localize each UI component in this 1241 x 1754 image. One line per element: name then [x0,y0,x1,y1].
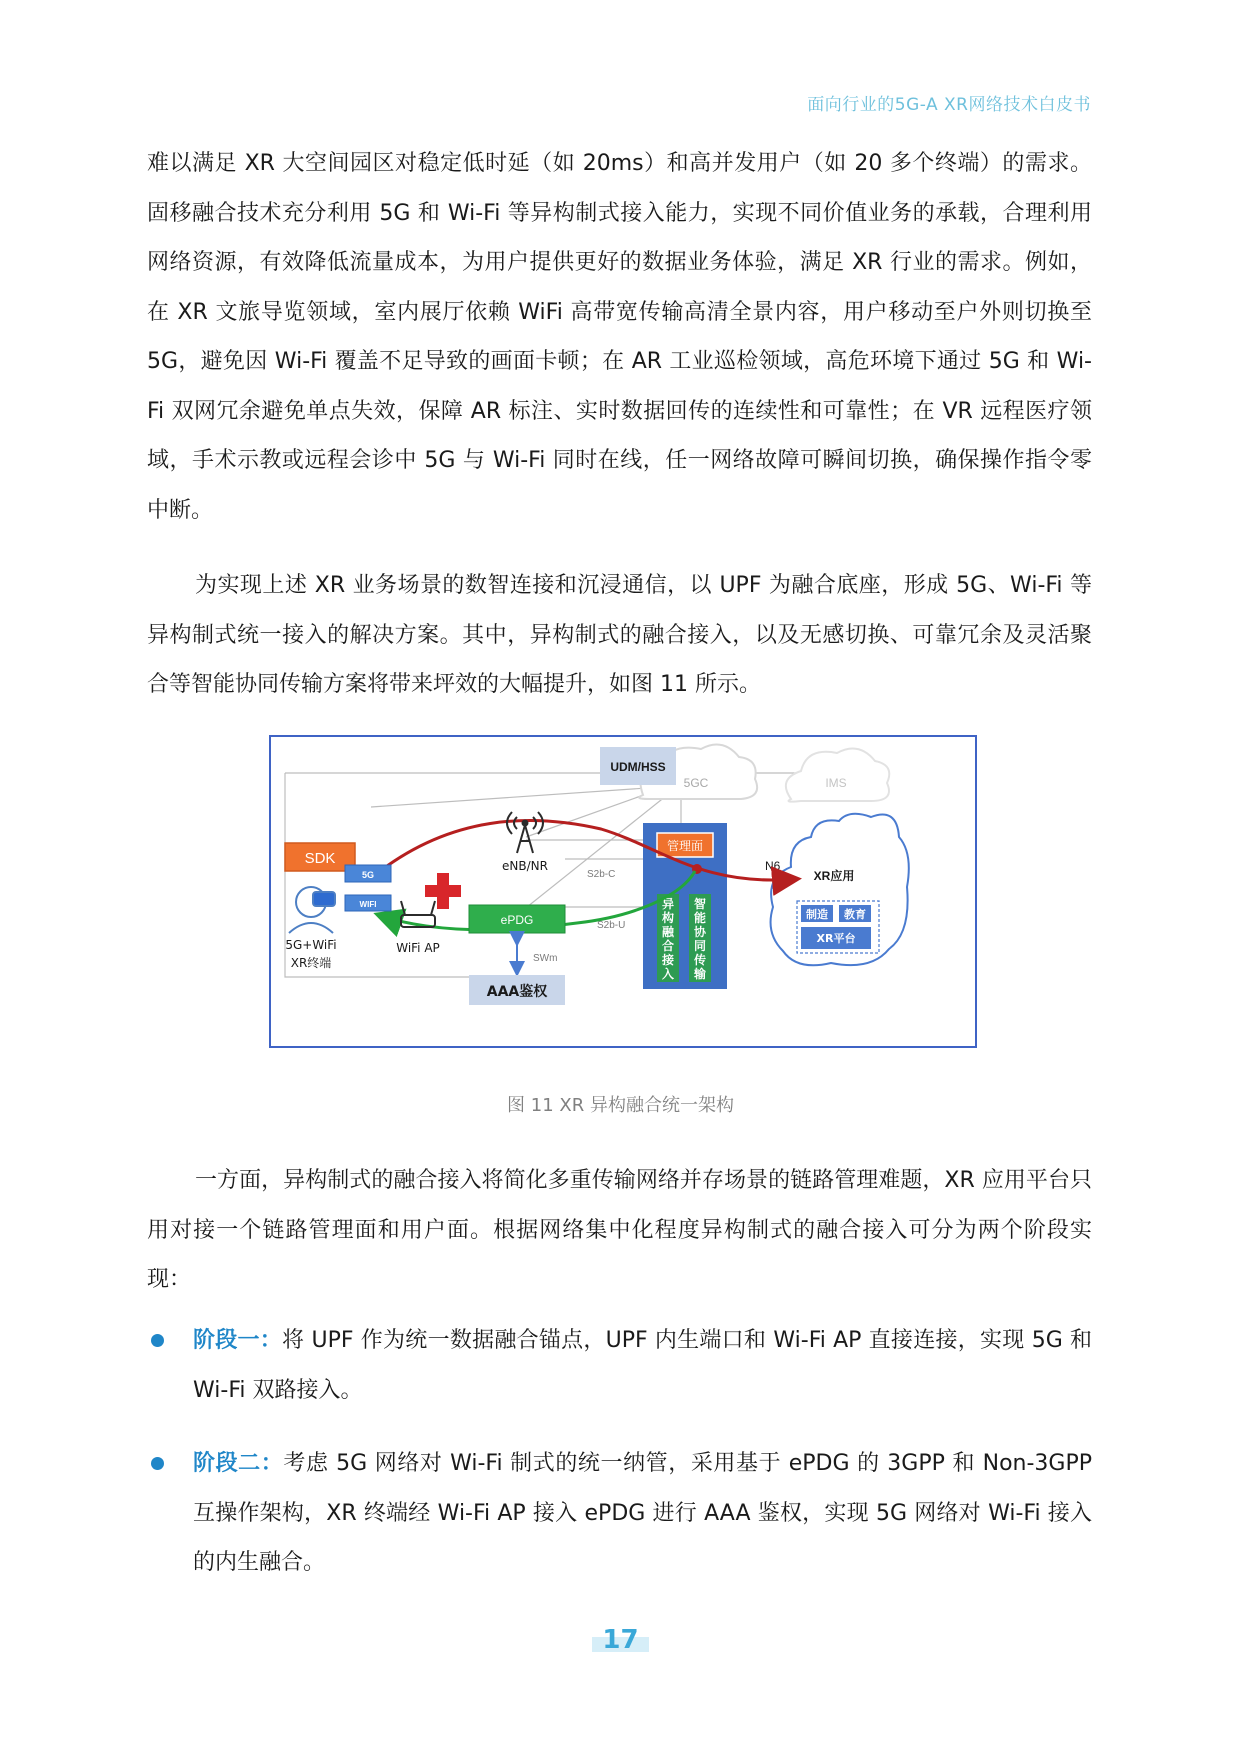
label-make: 制造 [806,908,828,921]
label-swm: SWm [533,953,558,964]
svg-text:智: 智 [693,897,707,911]
header-title: 面向行业的5G-A XR网络技术白皮书 [807,95,1091,115]
label-wifi-ap: WiFi AP [396,941,440,955]
bullet-stage-1 [147,1316,1092,1415]
bullet-dot [151,1457,164,1470]
path-5g [375,820,796,880]
paragraph-solution: 为实现上述 XR 业务场景的数智连接和沉浸通信，以 UPF 为融合底座，形成 5G、Wi-Fi 等异构制式统一接入的解决方案。其中，异构制式的融合接入，以及无感切换、可靠冗余及灵活聚合等智能协同传输方案将带来坪效的大幅提升，如图 11 所示。 [147,573,1092,697]
svg-text:融: 融 [661,925,675,939]
bullet-lead: 阶段一： [193,1328,283,1353]
svg-text:传: 传 [693,953,707,967]
label-sdk: SDK [304,850,336,867]
fusion-access-text [661,896,675,981]
label-s2bu: S2b-U [597,920,626,931]
label-ims: IMS [825,776,847,790]
svg-text:同: 同 [693,939,707,953]
architecture-diagram [271,737,975,1046]
architecture-figure [269,735,977,1048]
svg-text:接: 接 [661,953,675,967]
label-aaa: AAA鉴权 [486,984,548,1000]
label-terminal-1: 5G+WiFi [285,938,337,952]
label-5g-chip: 5G [361,870,375,880]
svg-text:输: 输 [693,967,707,981]
label-xr-app: XR应用 [813,869,855,883]
svg-text:协: 协 [693,925,707,939]
bullet-text: 将 UPF 作为统一数据融合锚点，UPF 内生端口和 Wi-Fi AP 直接连接，实现 5G 和 Wi-Fi 双路接入。 [193,1328,1092,1403]
bullet-stage-2 [147,1439,1092,1588]
label-mgmt: 管理面 [666,839,704,853]
label-5gc: 5GC [683,776,709,790]
page-number: 17 [0,1625,1241,1655]
label-s2bc: S2b-C [587,869,616,880]
paragraph-stages: 一方面，异构制式的融合接入将简化多重传输网络并存场景的链路管理难题，XR 应用平台只用对接一个链路管理面和用户面。根据网络集中化程度异构制式的融合接入可分为两个阶段实现： [147,1168,1092,1292]
label-terminal-2: XR终端 [290,956,332,970]
svg-text:入: 入 [661,967,675,981]
svg-text:合: 合 [661,939,675,953]
bullet-dot [151,1334,164,1347]
svg-text:能: 能 [693,911,707,925]
label-enb: eNB/NR [502,859,548,873]
label-epdg: ePDG [500,913,534,927]
label-xr-platform: XR平台 [816,932,856,945]
label-wifi-chip: WIFI [359,900,377,909]
vr-user-icon [289,887,335,933]
bullet-text: 考虑 5G 网络对 Wi-Fi 制式的统一纳管，采用基于 ePDG 的 3GPP 和 Non-3GPP 互操作架构，XR 终端经 Wi-Fi AP 接入 ePDG 进行 AAA 鉴权，实现 5G 网络对 Wi-Fi 接入的内生融合。 [193,1451,1092,1575]
label-n6: N6 [765,859,781,873]
medical-cross-icon [425,873,461,909]
svg-text:构: 构 [661,911,675,925]
bullet-lead: 阶段二： [193,1451,284,1476]
paragraph-intro: 难以满足 XR 大空间园区对稳定低时延（如 20ms）和高并发用户（如 20 多个终端）的需求。固移融合技术充分利用 5G 和 Wi-Fi 等异构制式接入能力，实现不同价值业务的承载，合理利用网络资源，有效降低流量成本，为用户提供更好的数据业务体验，满足 XR 行业的需求。例如，在 XR 文旅导览领域，室内展厅依赖 WiFi 高带宽传输高清全景内容，用户移动至户外则切换至 5G，避免因 Wi-Fi 覆盖不足导致的画面卡顿；在 AR 工业巡检领域，高危环境下通过 5G 和 Wi-Fi 双网冗余避免单点失效，保障 AR 标注、实时数据回传的连续性和可靠性；在 VR 远程医疗领域，手术示教或远程会诊中 5G 与 Wi-Fi 同时在线，任一网络故障可瞬间切换，确保操作指令零中断。 [147,151,1092,523]
label-edu: 教育 [844,908,866,921]
figure-caption: 图 11 XR 异构融合统一架构 [507,1095,734,1116]
svg-text:异: 异 [661,897,675,911]
label-udm: UDM/HSS [610,760,666,774]
smart-transport-text [693,896,707,981]
